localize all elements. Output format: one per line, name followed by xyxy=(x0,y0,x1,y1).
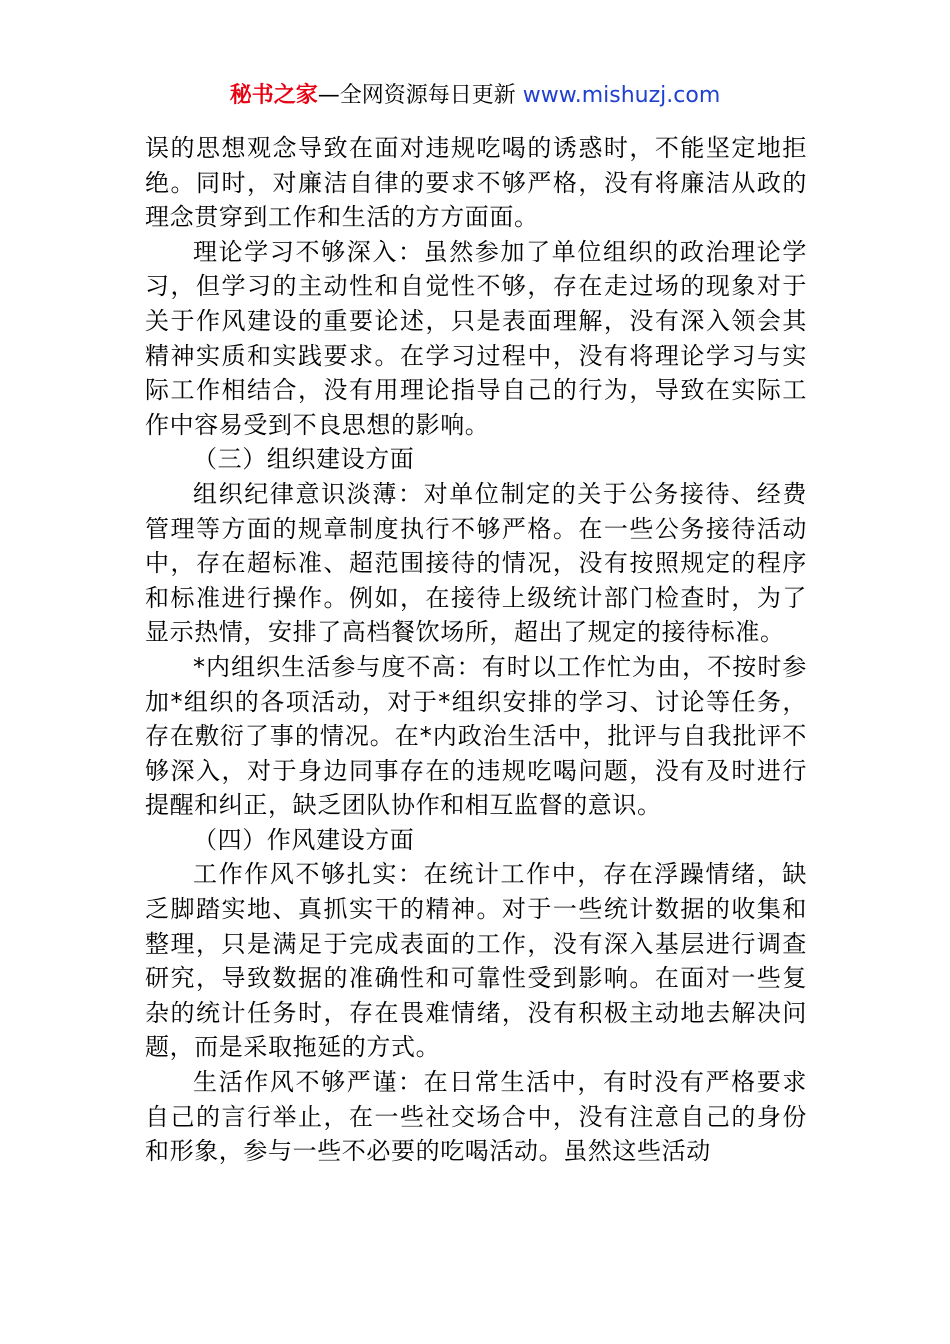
paragraph-theory-study: 理论学习不够深入：虽然参加了单位组织的政治理论学习，但学习的主动性和自觉性不够，存在走过场的现象对于关于作风建设的重要论述，只是表面理解，没有深入领会其精神实质和实践要求。在学习过程中，没有将理论学习与实际工作相结合，没有用理论指导自己的行为，导致在实际工作中容易受到不良思想的影响。 xyxy=(145,237,807,439)
site-tagline: —全网资源每日更新 xyxy=(317,83,523,108)
section-heading-style: （四）作风建设方面 xyxy=(193,825,415,854)
paragraph-discipline: 组织纪律意识淡薄：对单位制定的关于公务接待、经费管理等方面的规章制度执行不够严格。在一些公务接待活动中，存在超标准、超范围接待的情况，没有按照规定的程序和标准进行操作。例如，在接待上级统计部门检查时，为了显示热情，安排了高档餐饮场所，超出了规定的接待标准。 xyxy=(145,479,807,647)
section-heading-organization: （三）组织建设方面 xyxy=(193,445,415,474)
paragraph-continuation: 误的思想观念导致在面对违规吃喝的诱惑时，不能坚定地拒绝。同时，对廉洁自律的要求不够严格，没有将廉洁从政的理念贯穿到工作和生活的方方面面。 xyxy=(145,134,807,232)
site-brand: 秘书之家 xyxy=(229,83,318,108)
document-body xyxy=(145,131,807,1169)
paragraph-life-style: 生活作风不够严谨：在日常生活中，有时没有严格要求自己的言行举止，在一些社交场合中，没有注意自己的身份和形象，参与一些不必要的吃喝活动。虽然这些活动 xyxy=(145,1068,807,1166)
site-url-link[interactable]: www.mishuzj.com xyxy=(522,83,721,108)
paragraph-organization-life: *内组织生活参与度不高：有时以工作忙为由，不按时参加*组织的各项活动，对于*组织安排的学习、讨论等任务，存在敷衍了事的情况。在*内政治生活中，批评与自我批评不够深入，对于身边同事存在的违规吃喝问题，没有及时进行提醒和纠正，缺乏团队协作和相互监督的意识。 xyxy=(145,652,807,820)
paragraph-work-style: 工作作风不够扎实：在统计工作中，存在浮躁情绪，缺乏脚踏实地、真抓实干的精神。对于一些统计数据的收集和整理，只是满足于完成表面的工作，没有深入基层进行调查研究，导致数据的准确性和可靠性受到影响。在面对一些复杂的统计任务时，存在畏难情绪，没有积极主动地去解决问题，而是采取拖延的方式。 xyxy=(145,860,807,1062)
site-header xyxy=(0,80,950,112)
